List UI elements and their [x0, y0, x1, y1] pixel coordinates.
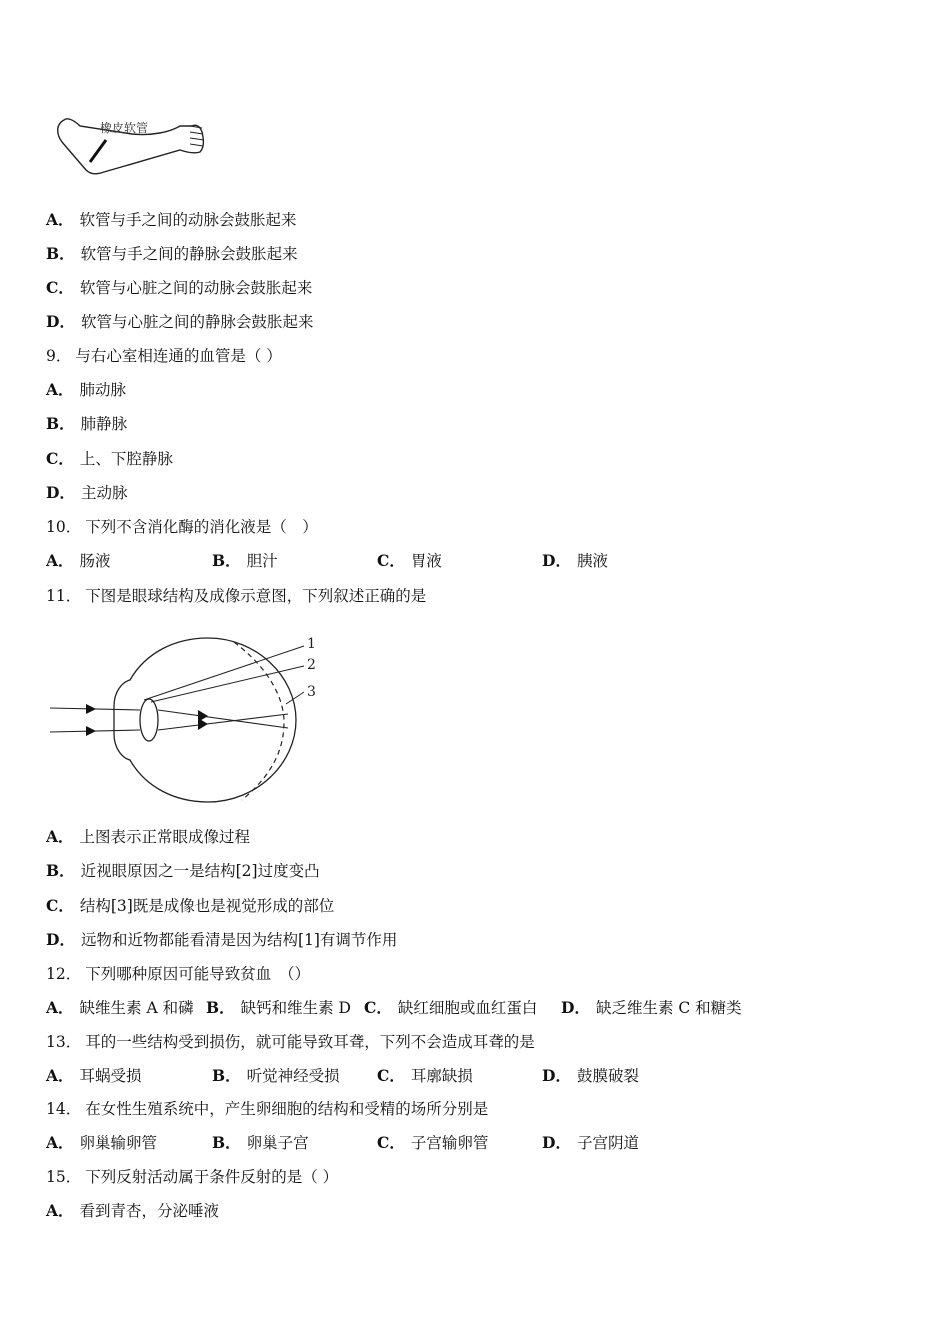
q14-option-d: D． 子宫阴道 — [542, 1133, 639, 1152]
q15-stem: 15． 下列反射活动属于条件反射的是（ ） — [46, 1168, 339, 1186]
q11-option-b: B． 近视眼原因之一是结构[2]过度变凸 — [46, 861, 320, 880]
q10-option-d: D． 胰液 — [542, 551, 608, 570]
arm-tourniquet-figure — [52, 112, 212, 182]
eye-label-2: 2 — [307, 657, 316, 673]
q9-option-d: D． 主动脉 — [46, 483, 128, 502]
q8-option-d: D． 软管与心脏之间的静脉会鼓胀起来 — [46, 312, 314, 331]
q10-option-a: A． 肠液 — [46, 551, 111, 570]
q11-stem: 11． 下图是眼球结构及成像示意图，下列叙述正确的是 — [46, 587, 427, 605]
eye-label-1: 1 — [307, 636, 316, 652]
q14-option-a: A． 卵巢输卵管 — [46, 1133, 158, 1152]
q8-option-a: A． 软管与手之间的动脉会鼓胀起来 — [46, 210, 297, 229]
q15-option-a: A． 看到青杏，分泌唾液 — [46, 1201, 220, 1220]
q10-option-b: B． 胆汁 — [212, 551, 278, 570]
q9-option-c: C． 上、下腔静脉 — [46, 449, 173, 468]
q13-stem: 13． 耳的一些结构受到损伤，就可能导致耳聋，下列不会造成耳聋的是 — [46, 1033, 535, 1051]
q12-option-c: C． 缺红细胞或血红蛋白 — [364, 998, 538, 1017]
q10-option-c: C． 胃液 — [377, 551, 442, 570]
q8-option-c: C． 软管与心脏之间的动脉会鼓胀起来 — [46, 278, 313, 297]
q8-option-b: B． 软管与手之间的静脉会鼓胀起来 — [46, 244, 298, 263]
q11-option-a: A． 上图表示正常眼成像过程 — [46, 827, 251, 846]
q13-option-d: D． 鼓膜破裂 — [542, 1066, 639, 1085]
q12-option-b: B． 缺钙和维生素 D — [206, 998, 351, 1017]
q9-stem: 9． 与右心室相连通的血管是（ ） — [46, 347, 282, 365]
rubber-tube-label: 橡皮软管 — [100, 121, 149, 135]
q12-option-a: A． 缺维生素 A 和磷 — [46, 998, 194, 1017]
q10-stem: 10． 下列不含消化酶的消化液是（ ） — [46, 518, 318, 536]
q9-option-a: A． 肺动脉 — [46, 380, 127, 399]
q13-option-c: C． 耳廓缺损 — [377, 1066, 473, 1085]
q12-stem: 12． 下列哪种原因可能导致贫血 （） — [46, 965, 310, 983]
q14-option-c: C． 子宫输卵管 — [377, 1133, 489, 1152]
q9-option-b: B． 肺静脉 — [46, 414, 128, 433]
q13-option-b: B． 听觉神经受损 — [212, 1066, 340, 1085]
eye-label-3: 3 — [307, 684, 316, 700]
q13-option-a: A． 耳蜗受损 — [46, 1066, 142, 1085]
eye-diagram-figure — [46, 630, 336, 810]
q11-option-c: C． 结构[3]既是成像也是视觉形成的部位 — [46, 896, 335, 915]
q14-option-b: B． 卵巢子宫 — [212, 1133, 309, 1152]
q12-option-d: D． 缺乏维生素 C 和糖类 — [561, 998, 742, 1017]
q14-stem: 14． 在女性生殖系统中，产生卵细胞的结构和受精的场所分别是 — [46, 1100, 489, 1118]
q11-option-d: D． 远物和近物都能看清是因为结构[1]有调节作用 — [46, 930, 398, 949]
